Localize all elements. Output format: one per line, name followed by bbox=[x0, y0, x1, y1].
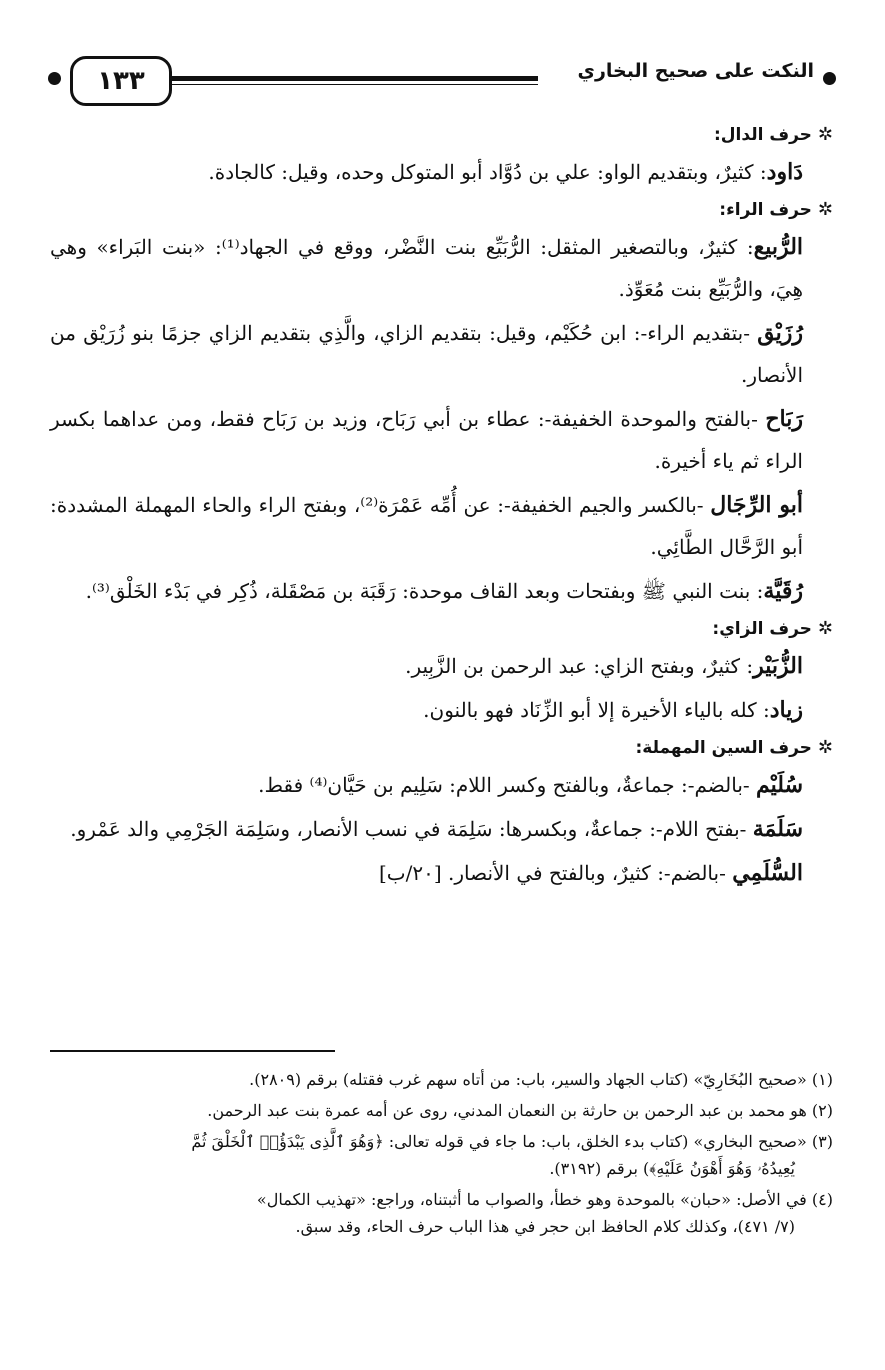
flower-ornament-icon: ✲ bbox=[817, 618, 833, 639]
entry: السُّلَمِي -بالضم-: كثيرٌ، وبالفتح في الأنصار. [٢٠/ب] bbox=[378, 860, 803, 886]
entry: الرُّبيع: كثيرٌ، وبالتصغير المثقل: الرُّبَيِّع بنت النَّضْر، ووقع في الجهاد⁽¹⁾: «بنت البَراء» وهي هِيَ، والرُّبَيِّع بنت مُعَوِّذ. bbox=[50, 234, 804, 301]
footnote: (١) «صحيح البُخَارِيّ» (كتاب الجهاد والسير، باب: من أتاه سهم غرب فقتله) برقم (٢٨٠٩). bbox=[249, 1070, 833, 1089]
entry: رُزَيْق -بتقديم الراء-: ابن حُكَيْم، وقيل: بتقديم الزاي، والَّذِي بتقديم الزاي جزمًا بنو زُرَيْق من الأنصار. bbox=[50, 320, 803, 387]
section-heading-dal: ✲حرف الدال: bbox=[714, 124, 833, 145]
entry: الزُّبَيْر: كثيرٌ، وبفتح الزاي: عبد الرحمن بن الزَّبِير. bbox=[405, 653, 803, 679]
footnote: (٤) في الأصل: «حبان» بالموحدة وهو خطأ، والصواب ما أثبتناه، وراجع: «تهذيب الكمال» (٧/ ٤٧١)، وكذلك كلام الحافظ ابن حجر في هذا الباب حرف الحاء، وقد سبق. bbox=[256, 1190, 833, 1236]
page-header bbox=[48, 56, 838, 114]
running-title: النكت على صحيح البخاري bbox=[577, 60, 814, 82]
entry: رُقَيَّة: بنت النبي ﷺ وبفتحات وبعد القاف موحدة: رَقَبَة بن مَصْقَلة، ذُكِر في بَدْء الخَلْق⁽³⁾. bbox=[85, 578, 803, 604]
section-heading-zay: ✲حرف الزاي: bbox=[712, 618, 833, 639]
header-rule-thin bbox=[166, 84, 538, 85]
footnotes bbox=[50, 1066, 833, 1244]
flower-ornament-icon: ✲ bbox=[817, 124, 833, 145]
flower-ornament-icon: ✲ bbox=[817, 199, 833, 220]
entry: زياد: كله بالياء الأخيرة إلا أبو الزِّنَاد فهو بالنون. bbox=[423, 697, 803, 723]
footnote: (٢) هو محمد بن عبد الرحمن بن حارثة بن النعمان المدني، روى عن أمه عمرة بنت عبد الرحمن. bbox=[207, 1101, 833, 1120]
footnote-separator bbox=[50, 1050, 335, 1052]
section-heading-ra: ✲حرف الراء: bbox=[719, 199, 833, 220]
entry: أبو الرِّجَال -بالكسر والجيم الخفيفة-: عن أُمِّه عَمْرَة⁽²⁾، وبفتح الراء والحاء المهملة المشددة: أبو الرَّحَّال الطَّائِي. bbox=[50, 492, 803, 559]
main-text bbox=[50, 118, 833, 896]
entry: سَلَمَة -بفتح اللام-: جماعةٌ، وبكسرها: سَلِمَة في نسب الأنصار، وسَلِمَة الجَرْمِي والد عَمْرو. bbox=[70, 816, 803, 842]
entry: دَاود: كثيرٌ، وبتقديم الواو: علي بن دُوَّاد أبو المتوكل وحده، وقيل: كالجادة. bbox=[208, 159, 803, 185]
entry: سُلَيْم -بالضم-: جماعةٌ، وبالفتح وكسر اللام: سَلِيم بن حَيَّان⁽⁴⁾ فقط. bbox=[258, 772, 803, 798]
footnote: (٣) «صحيح البخاري» (كتاب بدء الخلق، باب: ما جاء في قوله تعالى: ﴿وَهُوَ ٱلَّذِى يَبْدَؤُا۟ ٱلْخَلْقَ ثُمَّ يُعِيدُهُۥ وَهُوَ أَهْوَنُ عَلَيْهِ﴾) برقم (٣١٩٢). bbox=[191, 1132, 833, 1178]
header-ornament-dot-left bbox=[48, 72, 61, 85]
header-ornament-dot-right bbox=[823, 72, 836, 85]
header-rule-thick bbox=[166, 76, 538, 81]
flower-ornament-icon: ✲ bbox=[817, 737, 833, 758]
entry: رَبَاح -بالفتح والموحدة الخفيفة-: عطاء بن أبي رَبَاح، وزيد بن رَبَاح فقط، ومن عداهما بكسر الراء ثم ياء أخيرة. bbox=[50, 406, 803, 473]
page-number: ١٣٣ bbox=[70, 56, 172, 106]
section-heading-sin: ✲حرف السين المهملة: bbox=[635, 737, 833, 758]
